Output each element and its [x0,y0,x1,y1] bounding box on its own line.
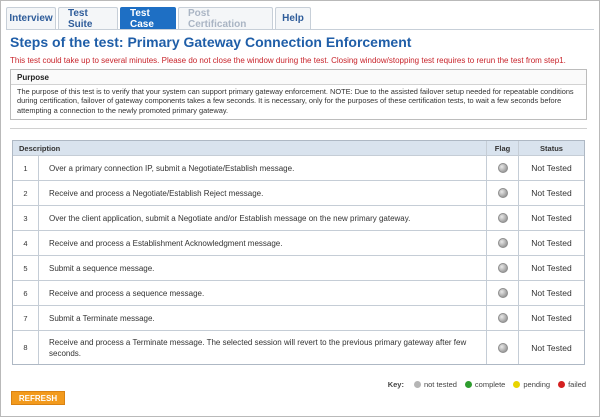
step-status: Not Tested [531,263,572,273]
key-item-label: pending [523,379,551,389]
tab-post-certification: Post Certification [178,7,273,29]
step-number: 1 [13,156,39,180]
steps-table [12,140,585,365]
not-tested-flag-icon [498,288,508,298]
table-row [13,255,584,280]
step-status: Not Tested [531,313,572,323]
step-status: Not Tested [531,342,572,353]
page-title: Steps of the test: Primary Gateway Connection Enforcement [10,34,412,50]
not-tested-flag-icon [498,263,508,273]
warning-text: This test could take up to several minutes. Please do not close the window during the test. Closing window/stopping test requires to rerun the test from step1. [10,56,566,65]
step-description: Submit a sequence message. [39,256,487,280]
section-divider [10,128,587,129]
step-number: 4 [13,231,39,255]
step-status: Not Tested [531,213,572,223]
step-number: 6 [13,281,39,305]
key-item-failed [558,380,586,389]
table-header [13,141,584,155]
step-number: 2 [13,181,39,205]
key-item-complete [465,380,505,389]
tab-test-case[interactable]: Test Case [120,7,176,29]
key-label: Key: [387,379,404,389]
red-dot-icon [558,381,565,388]
table-row [13,330,584,364]
header-status: Status [540,143,563,153]
not-tested-flag-icon [498,188,508,198]
step-status: Not Tested [531,288,572,298]
step-number: 3 [13,206,39,230]
purpose-heading: Purpose [11,70,586,85]
tab-bar [6,7,311,29]
flag-cell [487,231,519,255]
step-description: Submit a Terminate message. [39,306,487,330]
step-description: Receive and process a Terminate message. The selected session will revert to the previous primary gateway after few seconds. [39,331,487,364]
step-description: Receive and process a Negotiate/Establish Reject message. [39,181,487,205]
key-item-pending [513,380,550,389]
flag-cell [487,181,519,205]
step-status: Not Tested [531,188,572,198]
step-description: Receive and process a Establishment Acknowledgment message. [39,231,487,255]
not-tested-flag-icon [498,213,508,223]
tab-divider [6,29,594,30]
table-row [13,155,584,180]
not-tested-flag-icon [498,343,508,353]
status-key [388,378,586,390]
not-tested-flag-icon [498,313,508,323]
step-description: Receive and process a sequence message. [39,281,487,305]
key-item-not-tested [414,380,457,389]
table-row [13,180,584,205]
step-status: Not Tested [531,163,572,173]
not-tested-flag-icon [498,163,508,173]
table-row [13,280,584,305]
yellow-dot-icon [513,381,520,388]
step-number: 8 [13,331,39,364]
purpose-box [10,69,587,120]
table-row [13,205,584,230]
step-description: Over a primary connection IP, submit a Negotiate/Establish message. [39,156,487,180]
flag-cell [487,281,519,305]
flag-cell [487,156,519,180]
purpose-text: The purpose of this test is to verify that your system can support primary gateway enforcement. NOTE: Due to the assisted failover setup needed for repeatable conditions during certification, failover of gateway components takes a few seconds. It is necessary, only for the purposes of these certification tests, to wait a few seconds before attempting a connection to the newly promoted primary gateway. [17,87,574,115]
flag-cell [487,256,519,280]
green-dot-icon [465,381,472,388]
key-item-label: complete [474,379,506,389]
table-row [13,230,584,255]
header-flag: Flag [487,141,519,155]
table-row [13,305,584,330]
flag-cell [487,206,519,230]
flag-cell [487,331,519,364]
key-item-label: not tested [423,379,457,389]
gray-dot-icon [414,381,421,388]
header-description: Description [13,141,487,155]
tab-test-suite[interactable]: Test Suite [58,7,118,29]
not-tested-flag-icon [498,238,508,248]
tab-interview[interactable]: Interview [6,7,56,29]
refresh-button[interactable]: REFRESH [11,391,65,405]
step-description: Over the client application, submit a Negotiate and/or Establish message on the new primary gateway. [39,206,487,230]
flag-cell [487,306,519,330]
key-item-label: failed [568,379,586,389]
step-number: 5 [13,256,39,280]
tab-help[interactable]: Help [275,7,311,29]
step-status: Not Tested [531,238,572,248]
step-number: 7 [13,306,39,330]
